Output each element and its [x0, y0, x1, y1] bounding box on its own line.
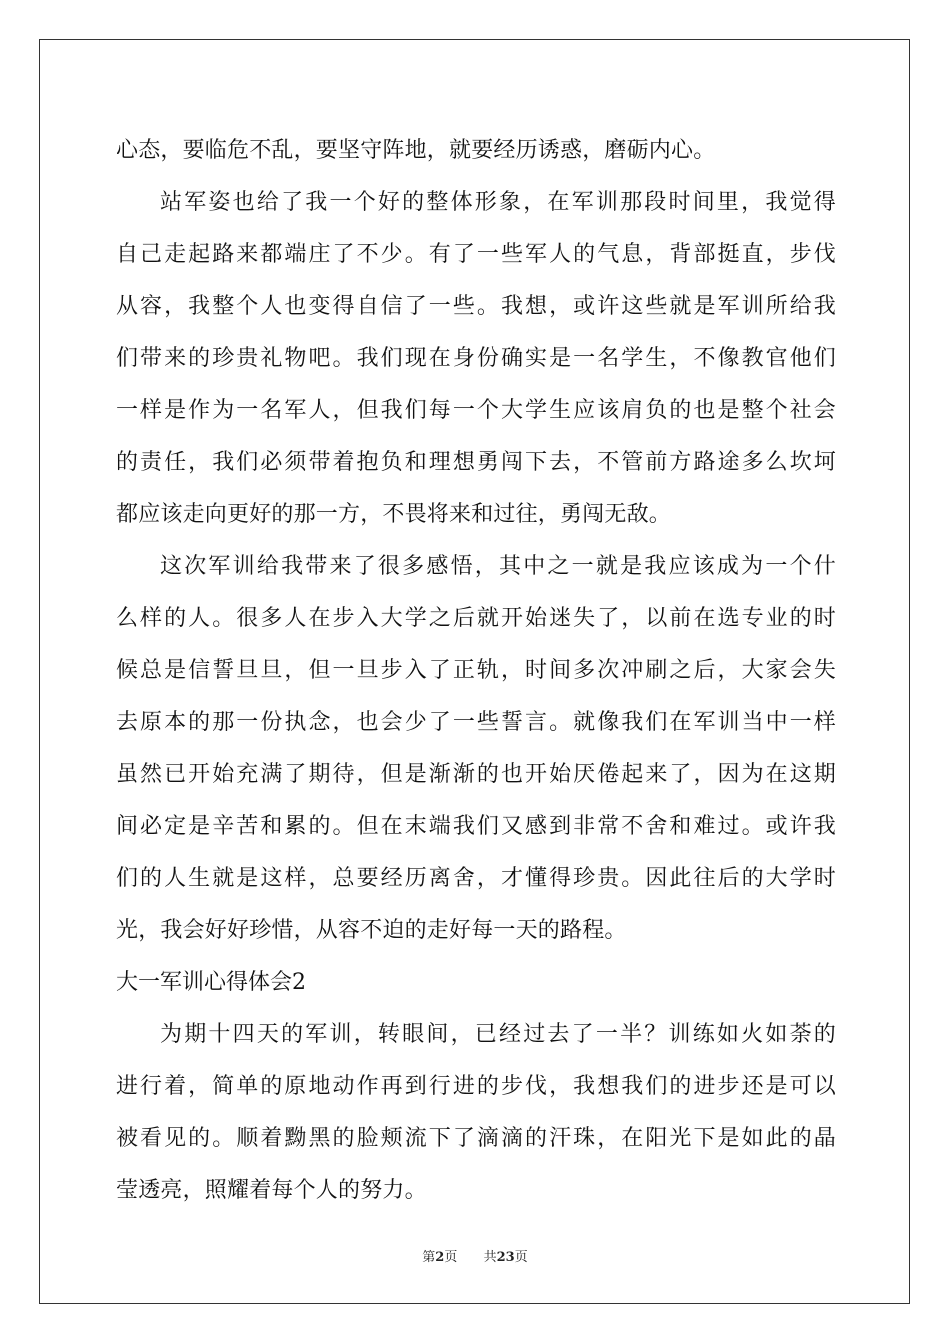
text-line: 一样是作为一名军人，但我们每一个大学生应该肩负的也是整个社会 — [116, 398, 836, 423]
page-suffix: 页 — [444, 1250, 458, 1265]
text-line: 从容，我整个人也变得自信了一些。我想，或许这些就是军训所给我 — [116, 294, 836, 319]
text-line: 光，我会好好珍惜，从容不迫的走好每一天的路程。 — [116, 918, 627, 943]
text-line: 间必定是辛苦和累的。但在末端我们又感到非常不舍和难过。或许我 — [116, 814, 836, 839]
document-body — [116, 125, 836, 1217]
paragraph-first-line: 为期十四天的军训，转眼间，已经过去了一半？训练如火如荼的 — [160, 1022, 836, 1047]
paragraph-first-line: 这次军训给我带来了很多感悟，其中之一就是我应该成为一个什 — [160, 554, 836, 579]
text-line: 进行着，简单的原地动作再到行进的步伐，我想我们的进步还是可以 — [116, 1074, 836, 1099]
page-footer — [0, 1246, 950, 1265]
text-line: 都应该走向更好的那一方，不畏将来和过往，勇闯无敌。 — [116, 502, 672, 527]
text-line: 被看见的。顺着黝黑的脸颊流下了滴滴的汗珠，在阳光下是如此的晶 — [116, 1126, 836, 1151]
text-line: 么样的人。很多人在步入大学之后就开始迷失了，以前在选专业的时 — [116, 606, 836, 631]
text-line: 候总是信誓旦旦，但一旦步入了正轨，时间多次冲刷之后，大家会失 — [116, 658, 836, 683]
page-number: 2 — [435, 1250, 445, 1265]
page-prefix: 第 — [422, 1250, 436, 1265]
total-prefix: 共 — [483, 1250, 497, 1265]
text-line: 的责任，我们必须带着抱负和理想勇闯下去，不管前方路途多么坎坷 — [116, 450, 836, 475]
paragraph-first-line: 站军姿也给了我一个好的整体形象，在军训那段时间里，我觉得 — [160, 190, 836, 215]
text-line: 莹透亮，照耀着每个人的努力。 — [116, 1178, 427, 1203]
text-line: 自己走起路来都端庄了不少。有了一些军人的气息，背部挺直，步伐 — [116, 242, 836, 267]
total-suffix: 页 — [514, 1250, 528, 1265]
text-line: 去原本的那一份执念，也会少了一些誓言。就像我们在军训当中一样 — [116, 710, 836, 735]
section-heading: 大一军训心得体会2 — [116, 970, 306, 995]
text-line: 心态，要临危不乱，要坚守阵地，就要经历诱惑，磨砺内心。 — [116, 138, 716, 163]
text-line: 们的人生就是这样，总要经历离舍，才懂得珍贵。因此往后的大学时 — [116, 866, 836, 891]
text-line: 虽然已开始充满了期待，但是渐渐的也开始厌倦起来了，因为在这期 — [116, 762, 836, 787]
total-pages: 23 — [496, 1250, 515, 1265]
text-line: 们带来的珍贵礼物吧。我们现在身份确实是一名学生，不像教官他们 — [116, 346, 836, 371]
